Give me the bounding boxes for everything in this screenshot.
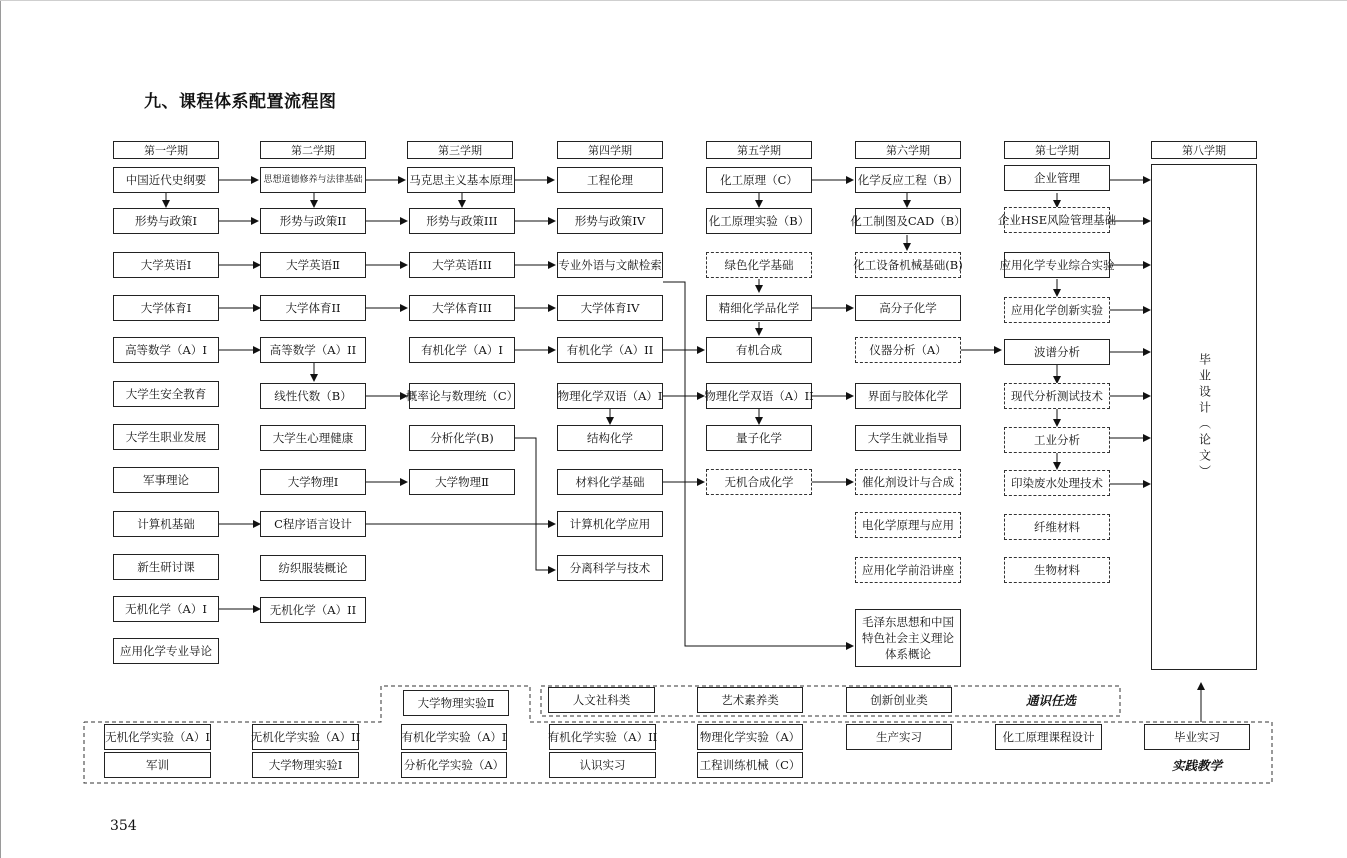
course-box: 无机化学（A）I xyxy=(113,596,219,622)
course-box: 分析化学(B) xyxy=(409,425,515,451)
course-box: 大学体育II xyxy=(260,295,366,321)
general-elective-box: 人文社科类 xyxy=(548,687,655,713)
course-box: 纺织服装概论 xyxy=(260,555,366,581)
course-box: 工程伦理 xyxy=(557,167,663,193)
elective-course-box: 绿色化学基础 xyxy=(706,252,812,278)
course-box: 大学生就业指导 xyxy=(855,425,961,451)
page-number: 354 xyxy=(110,818,137,834)
semester-header: 第八学期 xyxy=(1151,141,1257,159)
course-box: 精细化学品化学 xyxy=(706,295,812,321)
course-box: 新生研讨课 xyxy=(113,554,219,580)
elective-course-box: 印染废水处理技术 xyxy=(1004,470,1110,496)
practice-course-box: 物理化学实验（A） xyxy=(697,724,803,750)
elective-course-box: 应用化学创新实验 xyxy=(1004,297,1110,323)
elective-course-box: 催化剂设计与合成 xyxy=(855,469,961,495)
course-box: 计算机化学应用 xyxy=(557,511,663,537)
elective-course-box: 现代分析测试技术 xyxy=(1004,383,1110,409)
course-box: 量子化学 xyxy=(706,425,812,451)
course-box: 化工制图及CAD（B） xyxy=(855,208,961,234)
practice-course-box: 无机化学实验（A）II xyxy=(252,724,359,750)
elective-course-box: 电化学原理与应用 xyxy=(855,512,961,538)
practice-course-box: 有机化学实验（A）II xyxy=(549,724,656,750)
course-box: 线性代数（B） xyxy=(260,383,366,409)
general-elective-box: 艺术素养类 xyxy=(697,687,803,713)
course-box: 应用化学专业导论 xyxy=(113,638,219,664)
semester-header: 第五学期 xyxy=(706,141,812,159)
course-box: 物理化学双语（A）I xyxy=(557,383,663,409)
course-box: 计算机基础 xyxy=(113,511,219,537)
course-box: 形势与政策III xyxy=(409,208,515,234)
elective-course-box: 企业HSE风险管理基础 xyxy=(1004,207,1110,233)
elective-course-box: 化工设备机械基础(B) xyxy=(855,252,961,278)
course-box: 大学体育III xyxy=(409,295,515,321)
practice-course-box: 无机化学实验（A）I xyxy=(104,724,211,750)
graduation-design-box: 毕业设计（论文） xyxy=(1151,164,1257,670)
course-box: 化工原理（C） xyxy=(706,167,812,193)
course-box: 有机化学（A）I xyxy=(409,337,515,363)
course-box: 专业外语与文献检索 xyxy=(557,252,663,278)
course-box: 大学生心理健康 xyxy=(260,425,366,451)
semester-header: 第一学期 xyxy=(113,141,219,159)
practice-course-box: 分析化学实验（A） xyxy=(401,752,507,778)
elective-course-box: 仪器分析（A） xyxy=(855,337,961,363)
course-box: 大学体育I xyxy=(113,295,219,321)
course-box: 毛泽东思想和中国特色社会主义理论体系概论 xyxy=(855,609,961,667)
elective-course-box: 无机合成化学 xyxy=(706,469,812,495)
course-box: 高等数学（A）II xyxy=(260,337,366,363)
course-box: 分离科学与技术 xyxy=(557,555,663,581)
course-box: 化学反应工程（B） xyxy=(855,167,961,193)
course-box: 大学生职业发展 xyxy=(113,424,219,450)
semester-header: 第六学期 xyxy=(855,141,961,159)
course-box: 无机化学（A）II xyxy=(260,597,366,623)
page-title: 九、课程体系配置流程图 xyxy=(144,92,337,112)
course-box: 思想道德修养与法律基础 xyxy=(260,167,366,193)
elective-course-box: 工业分析 xyxy=(1004,427,1110,453)
course-box: 军事理论 xyxy=(113,467,219,493)
course-box: 概率论与数理统（C） xyxy=(409,383,515,409)
elective-course-box: 应用化学前沿讲座 xyxy=(855,557,961,583)
semester-header: 第三学期 xyxy=(407,141,513,159)
course-box: 大学物理实验Ⅱ xyxy=(403,690,509,716)
course-box: 大学生安全教育 xyxy=(113,381,219,407)
general-elective-box: 创新创业类 xyxy=(846,687,952,713)
practice-teaching-label: 实践教学 xyxy=(1172,758,1223,773)
practice-course-box: 大学物理实验Ⅰ xyxy=(252,752,359,778)
semester-header: 第四学期 xyxy=(557,141,663,159)
practice-course-box: 毕业实习 xyxy=(1144,724,1250,750)
course-box: 物理化学双语（A）II xyxy=(706,383,812,409)
course-box: 形势与政策II xyxy=(260,208,366,234)
course-box: 材料化学基础 xyxy=(557,469,663,495)
course-box: 有机化学（A）II xyxy=(557,337,663,363)
course-box: 化工原理实验（B） xyxy=(706,208,812,234)
course-box: 中国近代史纲要 xyxy=(113,167,219,193)
course-box: C程序语言设计 xyxy=(260,511,366,537)
practice-course-box: 军训 xyxy=(104,752,211,778)
course-box: 结构化学 xyxy=(557,425,663,451)
course-box: 高分子化学 xyxy=(855,295,961,321)
practice-course-box: 有机化学实验（A）I xyxy=(401,724,507,750)
course-box: 马克思主义基本原理 xyxy=(407,167,515,193)
course-box: 形势与政策I xyxy=(113,208,219,234)
practice-course-box: 认识实习 xyxy=(549,752,656,778)
arrow xyxy=(515,438,555,570)
practice-course-box: 工程训练机械（C） xyxy=(697,752,803,778)
course-box: 大学体育IV xyxy=(557,295,663,321)
course-box: 大学英语III xyxy=(409,252,515,278)
course-box: 企业管理 xyxy=(1004,165,1110,191)
practice-course-box: 化工原理课程设计 xyxy=(995,724,1102,750)
semester-header: 第二学期 xyxy=(260,141,366,159)
course-box: 大学物理Ⅰ xyxy=(260,469,366,495)
course-box: 大学英语Ⅱ xyxy=(260,252,366,278)
course-box: 大学英语I xyxy=(113,252,219,278)
course-box: 应用化学专业综合实验 xyxy=(1004,252,1110,278)
course-box: 大学物理Ⅱ xyxy=(409,469,515,495)
course-box: 有机合成 xyxy=(706,337,812,363)
semester-header: 第七学期 xyxy=(1004,141,1110,159)
practice-course-box: 生产实习 xyxy=(846,724,952,750)
general-electives-label: 通识任选 xyxy=(1026,693,1077,708)
course-box: 形势与政策IV xyxy=(557,208,663,234)
course-box: 界面与胶体化学 xyxy=(855,383,961,409)
elective-course-box: 生物材料 xyxy=(1004,557,1110,583)
course-box: 高等数学（A）I xyxy=(113,337,219,363)
course-box: 波谱分析 xyxy=(1004,339,1110,365)
elective-course-box: 纤维材料 xyxy=(1004,514,1110,540)
